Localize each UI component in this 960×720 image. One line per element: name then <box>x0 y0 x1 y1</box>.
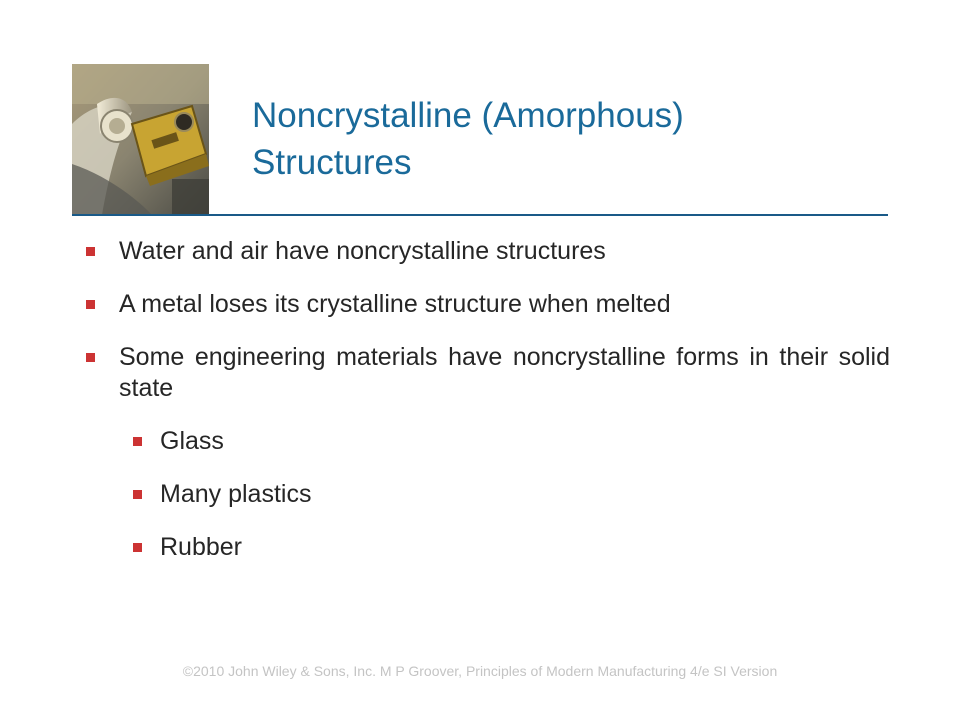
list-item <box>84 236 890 267</box>
sub-list-item <box>84 532 890 563</box>
bullet-text: Some engineering materials have noncrystalline forms in their solid state <box>119 343 890 402</box>
bullet-list <box>84 236 890 585</box>
list-item <box>84 342 890 404</box>
slide-title-line-1: Noncrystalline (Amorphous) <box>252 96 684 135</box>
copyright-footer: ©2010 John Wiley & Sons, Inc. M P Groover, Principles of Modern Manufacturing 4/e SI Version <box>182 663 778 679</box>
square-bullet-icon <box>86 300 95 309</box>
bullet-text: A metal loses its crystalline structure when melted <box>119 290 671 318</box>
list-item <box>84 289 890 320</box>
sub-list-item <box>84 479 890 510</box>
title-divider <box>72 214 888 216</box>
square-bullet-icon <box>86 353 95 362</box>
square-bullet-icon <box>133 490 142 499</box>
sub-bullet-text: Rubber <box>160 533 242 561</box>
machining-tool-photo <box>72 64 209 215</box>
bullet-text: Water and air have noncrystalline structures <box>119 237 606 265</box>
slide-title-line-2: Structures <box>252 143 412 182</box>
slide-title <box>252 92 892 186</box>
sub-list-item <box>84 426 890 457</box>
square-bullet-icon <box>133 437 142 446</box>
square-bullet-icon <box>86 247 95 256</box>
sub-bullet-text: Many plastics <box>160 480 312 508</box>
sub-bullet-text: Glass <box>160 427 224 455</box>
square-bullet-icon <box>133 543 142 552</box>
